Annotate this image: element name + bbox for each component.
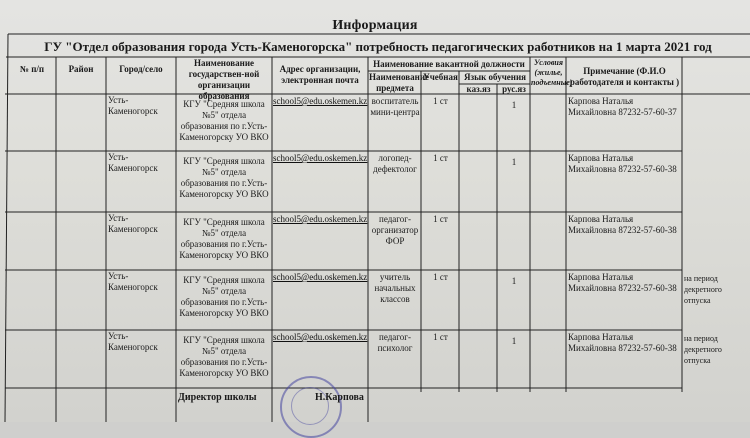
document-subtitle: ГУ "Отдел образования города Усть-Каменогорска" потребность педагогических работников на 1 марта 2021 год: [44, 39, 712, 54]
row-contact: Карпова Наталья Михайловна 87232-57-60-38: [568, 332, 677, 353]
row-subject: педагог-психолог: [377, 332, 413, 353]
row-city: Усть-Каменогорск: [108, 213, 158, 234]
header-subject: Наименование предмета: [369, 72, 429, 93]
header-hours: Учебная: [423, 72, 458, 82]
row-hours: 1 ст: [433, 332, 448, 342]
row-hours: 1 ст: [433, 272, 448, 282]
row-city: Усть-Каменогорск: [108, 95, 158, 116]
header-district: Район: [68, 64, 94, 74]
row-contact: Карпова Наталья Михайловна 87232-57-60-37: [568, 96, 677, 117]
row-email[interactable]: school5@edu.oskemen.kz: [273, 332, 368, 342]
row-lang-ru: 1: [511, 157, 517, 167]
row-email[interactable]: school5@edu.oskemen.kz: [273, 153, 368, 163]
row-city: Усть-Каменогорск: [108, 271, 158, 292]
header-org: Наименование государствен-ной организации образования: [188, 58, 260, 101]
header-lang: Язык обучения: [463, 72, 527, 82]
header-num: № п/п: [19, 64, 45, 74]
row-lang-ru: 1: [511, 276, 517, 286]
row-hours: 1 ст: [433, 96, 448, 106]
row-subject: учитель начальных классов: [374, 272, 416, 304]
row-email[interactable]: school5@edu.oskemen.kz: [273, 214, 368, 224]
row-subject: педагог-организатор ФОР: [371, 214, 419, 246]
row-lang-ru: 1: [511, 336, 517, 346]
row-contact: Карпова Наталья Михайловна 87232-57-60-38: [568, 272, 677, 293]
row-email[interactable]: school5@edu.oskemen.kz: [273, 96, 368, 106]
school-stamp: [280, 376, 342, 438]
director-label: Директор школы: [178, 392, 257, 403]
row-subject: логопед-дефектолог: [373, 153, 417, 174]
row-contact: Карпова Наталья Михайловна 87232-57-60-38: [568, 214, 677, 235]
row-contact: Карпова Наталья Михайловна 87232-57-60-38: [568, 153, 677, 174]
row-hours: 1 ст: [433, 214, 448, 224]
row-hours: 1 ст: [433, 153, 448, 163]
header-note: Примечание (Ф.И.О работодателя и контакты ): [569, 66, 680, 87]
row-subject: воспитатель мини-центра: [370, 96, 420, 117]
header-city: Город/село: [119, 64, 163, 74]
row-city: Усть-Каменогорск: [108, 152, 158, 173]
header-lang-kz: каз.яз: [466, 84, 491, 94]
row-city: Усть-Каменогорск: [108, 331, 158, 352]
row-org: КГУ "Средняя школа №5" отдела образования по г.Усть-Каменогорску УО ВКО: [179, 275, 269, 318]
row-side-note: на период декретного отпуска: [684, 334, 722, 365]
header-vacancy: Наименование вакантной должности: [373, 59, 525, 69]
header-address: Адрес организации, электронная почта: [279, 64, 361, 85]
row-side-note: на период декретного отпуска: [684, 274, 722, 305]
row-org: КГУ "Средняя школа №5" отдела образования по г.Усть-Каменогорску УО ВКО: [179, 156, 269, 199]
row-org: КГУ "Средняя школа №5" отдела образования по г.Усть-Каменогорску УО ВКО: [179, 217, 269, 260]
header-lang-ru: рус.яз: [502, 84, 526, 94]
header-conditions: Условия (жилье, подъемные): [531, 58, 573, 87]
row-email[interactable]: school5@edu.oskemen.kz: [273, 272, 368, 282]
row-lang-ru: 1: [511, 100, 517, 110]
row-org: КГУ "Средняя школа №5" отдела образования по г.Усть-Каменогорску УО ВКО: [179, 335, 269, 378]
row-org: КГУ "Средняя школа №5" отдела образования по г.Усть-Каменогорску УО ВКО: [179, 99, 269, 142]
document-title: Информация: [332, 18, 418, 33]
director-name: Н.Карпова: [315, 392, 364, 403]
